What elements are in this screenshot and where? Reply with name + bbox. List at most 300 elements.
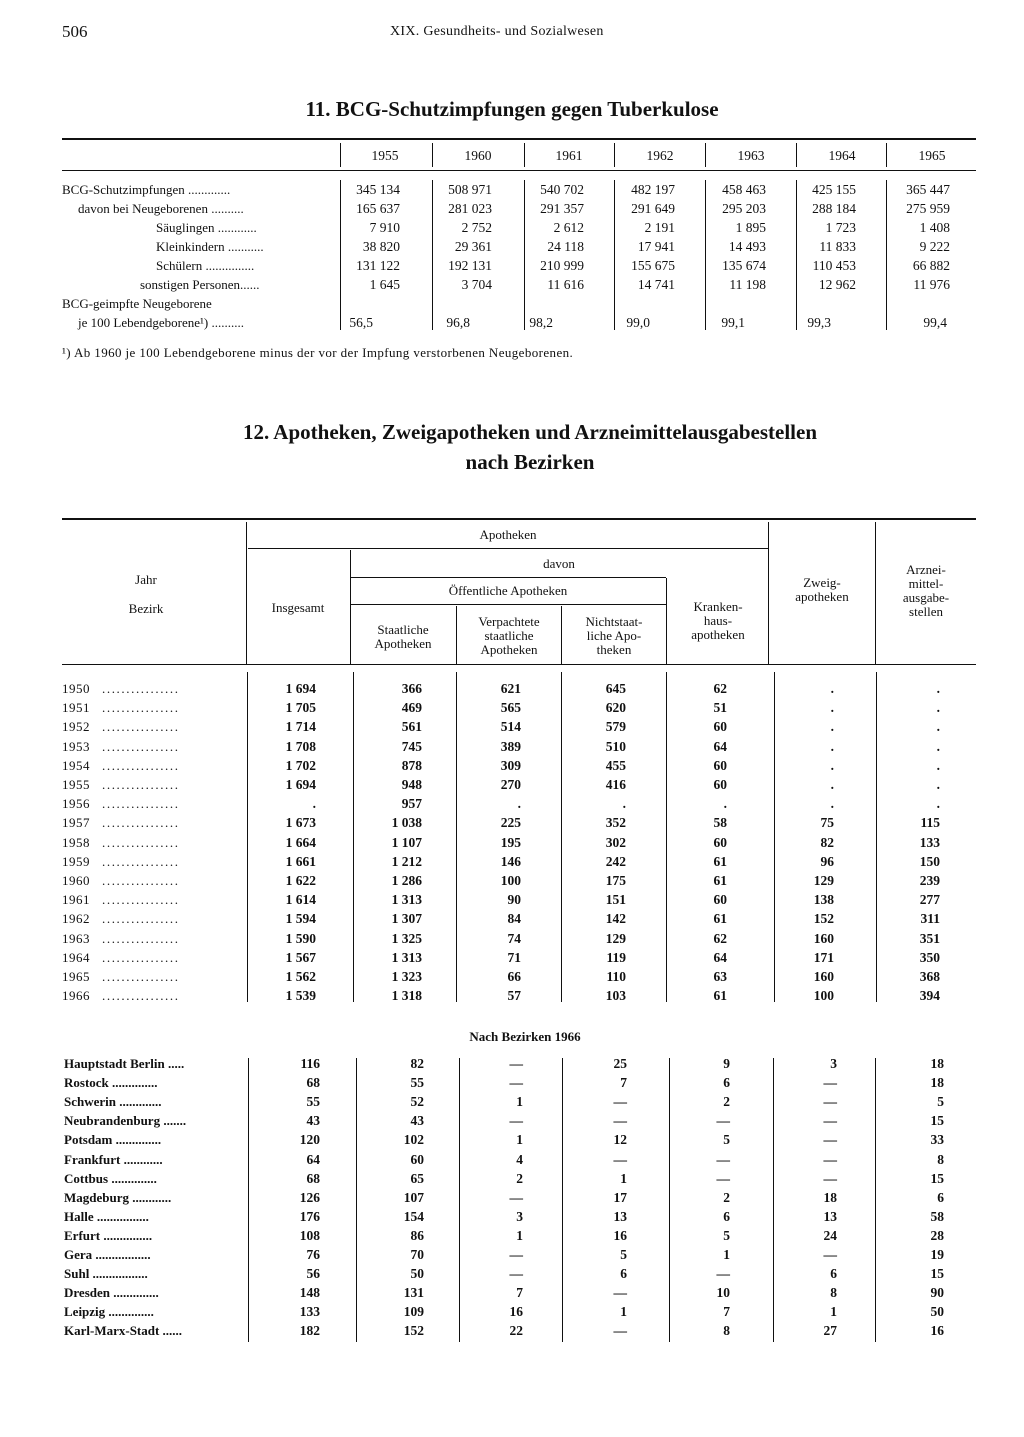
cell-value: 1 038 <box>391 815 422 831</box>
cell-value: 12 962 <box>818 277 856 292</box>
cell-value: 119 <box>606 949 626 965</box>
cell-value: 84 <box>507 911 521 927</box>
header-arznei: ausgabe- <box>902 590 950 605</box>
cell-value: 1 714 <box>285 719 316 735</box>
cell-value: 1 590 <box>285 930 316 946</box>
cell-value: 1 <box>723 1247 730 1262</box>
cell-value: 126 <box>299 1189 320 1205</box>
cell-value: 103 <box>605 988 626 1004</box>
cell-value: 957 <box>401 796 422 812</box>
cell-value: . <box>830 796 834 812</box>
cell-value: 99,3 <box>807 315 831 330</box>
row-leader-dots: ................ <box>102 738 180 754</box>
cell-value: 5 <box>937 1094 944 1110</box>
cell-value: 160 <box>813 930 834 946</box>
row-leader-dots: ................ <box>102 796 180 812</box>
row-label: Säuglingen ............ <box>156 220 257 235</box>
table12-title-line2: nach Bezirken <box>465 450 595 474</box>
row-leader-dots: ................ <box>102 700 180 716</box>
cell-value: 7 <box>723 1304 730 1320</box>
cell-value: 64 <box>713 949 727 965</box>
cell-value: 368 <box>919 969 940 984</box>
cell-value: . <box>936 777 940 792</box>
row-leader-dots: ................ <box>102 853 180 869</box>
row-label: Frankfurt ............ <box>64 1151 163 1167</box>
year-header: 1964 <box>828 148 856 163</box>
row-label: Leipzig .............. <box>64 1304 154 1320</box>
cell-value: 8 <box>723 1323 730 1339</box>
cell-value: 288 184 <box>812 201 856 216</box>
row-leader-dots: ................ <box>102 757 180 773</box>
header-oeffentliche: Öffentliche Apotheken <box>448 583 568 598</box>
cell-value: — <box>613 1323 627 1339</box>
cell-value: 15 <box>930 1113 944 1129</box>
cell-value: 7 <box>516 1285 523 1301</box>
cell-value: 9 <box>723 1056 730 1071</box>
cell-value: 51 <box>713 700 727 716</box>
cell-value: 510 <box>605 738 626 754</box>
cell-value: 2 191 <box>644 220 675 235</box>
cell-value: . <box>312 796 316 812</box>
cell-value: 52 <box>410 1094 424 1110</box>
cell-value: 1 562 <box>285 969 316 984</box>
cell-value: 99,4 <box>923 315 947 330</box>
row-leader-dots: ................ <box>102 777 180 792</box>
cell-value: 56,5 <box>349 315 373 330</box>
row-label: 1963 <box>62 930 90 946</box>
cell-value: 60 <box>713 719 727 735</box>
cell-value: 565 <box>500 700 521 716</box>
cell-value: 3 <box>516 1208 523 1224</box>
row-leader-dots: ................ <box>102 681 180 696</box>
header-nichtstaatliche: theken <box>596 642 632 657</box>
row-label: 1960 <box>62 873 90 888</box>
cell-value: 60 <box>713 777 727 792</box>
rule-line <box>62 518 976 520</box>
cell-value: 150 <box>919 853 940 869</box>
cell-value: 277 <box>919 892 940 908</box>
cell-value: 210 999 <box>540 258 584 273</box>
header-zweig: Zweig- <box>803 575 841 590</box>
row-label: Neubrandenburg ....... <box>64 1113 187 1129</box>
header-arznei: stellen <box>909 604 943 619</box>
cell-value: 71 <box>507 949 521 965</box>
cell-value: 8 <box>937 1151 944 1167</box>
row-label: Potsdam .............. <box>64 1132 162 1148</box>
row-label: Magdeburg ............ <box>64 1189 172 1205</box>
cell-value: 107 <box>403 1189 424 1205</box>
cell-value: — <box>613 1285 627 1301</box>
cell-value: 131 <box>403 1285 424 1301</box>
cell-value: 621 <box>500 681 521 696</box>
cell-value: 1 567 <box>285 949 316 965</box>
cell-value: 27 <box>823 1323 837 1339</box>
header-insgesamt: Insgesamt <box>271 600 325 615</box>
cell-value: 745 <box>401 738 422 754</box>
cell-value: 1 664 <box>285 834 316 850</box>
cell-value: 58 <box>930 1208 944 1224</box>
cell-value: 61 <box>713 853 727 869</box>
cell-value: 165 637 <box>356 201 400 216</box>
cell-value: 469 <box>401 700 422 716</box>
row-label: Schülern ............... <box>156 258 255 273</box>
cell-value: 1 325 <box>391 930 422 946</box>
cell-value: 64 <box>306 1151 320 1167</box>
row-leader-dots: ................ <box>102 949 180 965</box>
cell-value: 50 <box>930 1304 944 1320</box>
cell-value: 192 131 <box>448 258 492 273</box>
cell-value: 345 134 <box>356 182 400 197</box>
cell-value: 43 <box>306 1113 320 1129</box>
header-nichtstaatliche: Nichtstaat- <box>585 614 643 629</box>
cell-value: 65 <box>410 1170 424 1186</box>
cell-value: — <box>613 1094 627 1110</box>
cell-value: 60 <box>713 892 727 908</box>
cell-value: 70 <box>410 1247 424 1262</box>
row-leader-dots: ................ <box>102 930 180 946</box>
cell-value: 13 <box>823 1208 837 1224</box>
column-divider <box>246 522 247 664</box>
cell-value: . <box>830 738 834 754</box>
column-divider <box>340 143 341 167</box>
row-leader-dots: ................ <box>102 719 180 735</box>
cell-value: 366 <box>401 681 422 696</box>
cell-value: 14 741 <box>637 277 675 292</box>
header-verpachtete: Apotheken <box>480 642 538 657</box>
cell-value: 1 286 <box>391 873 422 888</box>
cell-value: 878 <box>401 757 422 773</box>
row-label: 1955 <box>62 777 90 792</box>
page-number: 506 <box>62 22 88 41</box>
header-bezirk: Bezirk <box>128 601 164 616</box>
cell-value: 138 <box>813 892 834 908</box>
cell-value: 1 895 <box>735 220 766 235</box>
cell-value: — <box>823 1247 837 1262</box>
cell-value: 1 645 <box>369 277 400 292</box>
cell-value: 270 <box>500 777 521 792</box>
cell-value: — <box>823 1170 837 1186</box>
row-label: je 100 Lebendgeborene¹) .......... <box>78 315 244 330</box>
header-zweig: apotheken <box>795 589 849 604</box>
cell-value: 8 <box>830 1285 837 1301</box>
row-label: 1951 <box>62 700 90 716</box>
cell-value: 540 702 <box>540 182 584 197</box>
cell-value: 1 723 <box>825 220 856 235</box>
row-leader-dots: ................ <box>102 988 180 1004</box>
cell-value: 11 198 <box>729 277 766 292</box>
cell-value: 2 <box>723 1189 730 1205</box>
cell-value: 1 <box>620 1304 627 1320</box>
cell-value: 1 107 <box>391 834 422 850</box>
cell-value: 1 694 <box>285 777 316 792</box>
cell-value: 62 <box>713 681 727 696</box>
cell-value: 82 <box>820 834 834 850</box>
cell-value: 155 675 <box>631 258 675 273</box>
row-label: BCG-Schutzimpfungen ............. <box>62 182 231 197</box>
cell-value: 458 463 <box>722 182 766 197</box>
cell-value: 1 313 <box>391 949 422 965</box>
cell-value: 171 <box>813 949 834 965</box>
cell-value: — <box>716 1266 730 1282</box>
header-krankenhaus: haus- <box>703 613 733 628</box>
cell-value: . <box>830 719 834 735</box>
row-label: BCG-geimpfte Neugeborene <box>62 296 212 311</box>
cell-value: — <box>823 1132 837 1148</box>
cell-value: 62 <box>713 930 727 946</box>
row-label: 1952 <box>62 719 90 735</box>
cell-value: 175 <box>605 873 626 888</box>
rule-line <box>62 170 976 171</box>
cell-value: 1 <box>516 1094 523 1110</box>
column-divider <box>666 578 667 664</box>
row-label: Rostock .............. <box>64 1075 158 1091</box>
cell-value: 1 705 <box>285 700 316 716</box>
cell-value: 63 <box>713 969 727 984</box>
column-divider <box>524 143 525 167</box>
cell-value: 22 <box>509 1323 523 1339</box>
cell-value: — <box>613 1113 627 1129</box>
cell-value: . <box>936 757 940 773</box>
cell-value: 55 <box>410 1075 424 1091</box>
cell-value: 389 <box>500 738 521 754</box>
cell-value: 311 <box>920 911 940 927</box>
cell-value: 1 408 <box>919 220 950 235</box>
cell-value: — <box>509 1189 523 1205</box>
row-label: Kleinkindern ........... <box>156 239 264 254</box>
cell-value: 6 <box>620 1266 627 1282</box>
cell-value: 131 122 <box>356 258 400 273</box>
cell-value: 352 <box>605 815 626 831</box>
cell-value: 1 661 <box>285 853 316 869</box>
cell-value: 1 539 <box>285 988 316 1004</box>
cell-value: — <box>716 1113 730 1129</box>
cell-value: 2 <box>516 1170 523 1186</box>
cell-value: — <box>509 1075 523 1091</box>
cell-value: 425 155 <box>812 182 856 197</box>
cell-value: 28 <box>930 1227 944 1243</box>
row-leader-dots: ................ <box>102 834 180 850</box>
cell-value: 68 <box>306 1170 320 1186</box>
cell-value: 18 <box>823 1189 837 1205</box>
cell-value: 1 702 <box>285 757 316 773</box>
cell-value: 17 941 <box>637 239 675 254</box>
cell-value: . <box>936 700 940 716</box>
header-nichtstaatliche: liche Apo- <box>586 628 642 643</box>
cell-value: 68 <box>306 1075 320 1091</box>
row-label: Halle ................ <box>64 1208 149 1224</box>
cell-value: 6 <box>830 1266 837 1282</box>
cell-value: 61 <box>713 911 727 927</box>
year-header: 1961 <box>555 148 583 163</box>
column-divider <box>705 143 706 167</box>
cell-value: 110 453 <box>812 258 856 273</box>
cell-value: 129 <box>813 873 834 888</box>
cell-value: 14 493 <box>728 239 766 254</box>
cell-value: 154 <box>403 1208 424 1224</box>
cell-value: 15 <box>930 1170 944 1186</box>
cell-value: 9 222 <box>919 239 950 254</box>
cell-value: — <box>509 1266 523 1282</box>
row-label: 1957 <box>62 815 90 831</box>
cell-value: 142 <box>605 911 626 927</box>
cell-value: 64 <box>713 738 727 754</box>
cell-value: 948 <box>401 777 422 792</box>
cell-value: 152 <box>403 1323 424 1339</box>
column-divider <box>886 143 887 167</box>
row-label: Schwerin ............. <box>64 1094 162 1110</box>
header-davon: davon <box>543 556 575 571</box>
row-label: sonstigen Personen...... <box>140 277 260 292</box>
row-label: Hauptstadt Berlin ..... <box>64 1056 185 1071</box>
cell-value: 146 <box>500 853 521 869</box>
cell-value: . <box>936 681 940 696</box>
cell-value: 3 <box>830 1056 837 1071</box>
cell-value: 74 <box>507 930 521 946</box>
cell-value: 18 <box>930 1056 944 1071</box>
cell-value: 1 323 <box>391 969 422 984</box>
cell-value: 1 614 <box>285 892 316 908</box>
cell-value: 645 <box>605 681 626 696</box>
cell-value: 242 <box>605 853 626 869</box>
cell-value: 1 313 <box>391 892 422 908</box>
cell-value: 61 <box>713 988 727 1004</box>
row-label: 1965 <box>62 969 90 984</box>
cell-value: — <box>823 1075 837 1091</box>
cell-value: 90 <box>930 1285 944 1301</box>
cell-value: 7 <box>620 1075 627 1091</box>
row-label: 1953 <box>62 738 90 754</box>
cell-value: 16 <box>613 1227 627 1243</box>
row-leader-dots: ................ <box>102 873 180 888</box>
cell-value: 98,2 <box>529 315 553 330</box>
header-jahr: Jahr <box>135 572 157 587</box>
row-leader-dots: ................ <box>102 911 180 927</box>
cell-value: 281 023 <box>448 201 492 216</box>
cell-value: 75 <box>820 815 834 831</box>
cell-value: 4 <box>516 1151 523 1167</box>
cell-value: 351 <box>919 930 940 946</box>
header-krankenhaus: Kranken- <box>693 599 743 614</box>
cell-value: 561 <box>401 719 422 735</box>
cell-value: 291 649 <box>631 201 675 216</box>
cell-value: 291 357 <box>540 201 584 216</box>
cell-value: 309 <box>500 757 521 773</box>
row-label: 1962 <box>62 911 90 927</box>
cell-value: 1 708 <box>285 738 316 754</box>
rule-line <box>350 604 666 605</box>
cell-value: 148 <box>299 1285 320 1301</box>
cell-value: 50 <box>410 1266 424 1282</box>
cell-value: 394 <box>919 988 940 1004</box>
cell-value: 60 <box>713 757 727 773</box>
cell-value: 455 <box>605 757 626 773</box>
cell-value: — <box>716 1170 730 1186</box>
cell-value: 1 <box>620 1170 627 1186</box>
cell-value: 90 <box>507 892 521 908</box>
cell-value: 129 <box>605 930 626 946</box>
row-label: Suhl ................. <box>64 1266 148 1282</box>
cell-value: 295 203 <box>722 201 766 216</box>
cell-value: 18 <box>930 1075 944 1091</box>
cell-value: 16 <box>509 1304 523 1320</box>
cell-value: 133 <box>299 1304 320 1320</box>
cell-value: 115 <box>920 815 940 831</box>
cell-value: 33 <box>930 1132 944 1148</box>
cell-value: 11 976 <box>913 277 950 292</box>
cell-value: — <box>613 1151 627 1167</box>
cell-value: 6 <box>723 1075 730 1091</box>
year-header: 1962 <box>646 148 674 163</box>
cell-value: 12 <box>613 1132 627 1148</box>
cell-value: 1 <box>516 1132 523 1148</box>
cell-value: . <box>830 777 834 792</box>
cell-value: 13 <box>613 1208 627 1224</box>
cell-value: — <box>509 1056 523 1071</box>
cell-value: 135 674 <box>722 258 766 273</box>
cell-value: 66 <box>507 969 521 984</box>
cell-value: 96 <box>820 853 834 869</box>
cell-value: 56 <box>306 1266 320 1282</box>
cell-value: 6 <box>937 1189 944 1205</box>
cell-value: 11 616 <box>547 277 584 292</box>
row-label: 1954 <box>62 757 90 773</box>
row-label: Gera ................. <box>64 1247 151 1262</box>
cell-value: 1 673 <box>285 815 316 831</box>
rule-line <box>62 138 976 140</box>
cell-value: — <box>823 1094 837 1110</box>
cell-value: 152 <box>813 911 834 927</box>
row-label: 1964 <box>62 949 90 965</box>
cell-value: 11 833 <box>819 239 856 254</box>
cell-value: 416 <box>605 777 626 792</box>
cell-value: 24 118 <box>547 239 584 254</box>
table12-title-line1: 12. Apotheken, Zweigapotheken und Arzneimittelausgabestellen <box>242 420 818 444</box>
cell-value: . <box>936 719 940 735</box>
cell-value: 160 <box>813 969 834 984</box>
cell-value: 24 <box>823 1227 837 1243</box>
header-apotheken: Apotheken <box>479 527 537 542</box>
cell-value: 102 <box>403 1132 424 1148</box>
cell-value: 25 <box>613 1056 627 1071</box>
cell-value: 225 <box>500 815 521 831</box>
table11-title: 11. BCG-Schutzimpfungen gegen Tuberkulose <box>305 97 719 121</box>
header-verpachtete: Verpachtete <box>478 614 540 629</box>
cell-value: 239 <box>919 873 940 888</box>
header-staatliche: Staatliche <box>377 622 429 637</box>
column-divider <box>248 1058 249 1342</box>
column-divider <box>432 143 433 167</box>
cell-value: 2 <box>723 1094 730 1110</box>
header-arznei: Arznei- <box>906 562 946 577</box>
cell-value: 60 <box>713 834 727 850</box>
cell-value: 96,8 <box>446 315 470 330</box>
cell-value: . <box>936 796 940 812</box>
header-staatliche: Apotheken <box>374 636 432 651</box>
column-divider <box>796 143 797 167</box>
cell-value: 43 <box>410 1113 424 1129</box>
cell-value: 120 <box>299 1132 320 1148</box>
cell-value: 58 <box>713 815 727 831</box>
table11-footnote: ¹) Ab 1960 je 100 Lebendgeborene minus der vor der Impfung verstorbenen Neugeborenen. <box>62 345 574 360</box>
row-label: Dresden .............. <box>64 1285 159 1301</box>
cell-value: 508 971 <box>448 182 492 197</box>
cell-value: 109 <box>403 1304 424 1320</box>
row-label: 1966 <box>62 988 90 1004</box>
cell-value: 110 <box>606 969 626 984</box>
cell-value: 76 <box>306 1247 320 1262</box>
cell-value: 19 <box>930 1247 944 1262</box>
cell-value: 16 <box>930 1323 944 1339</box>
